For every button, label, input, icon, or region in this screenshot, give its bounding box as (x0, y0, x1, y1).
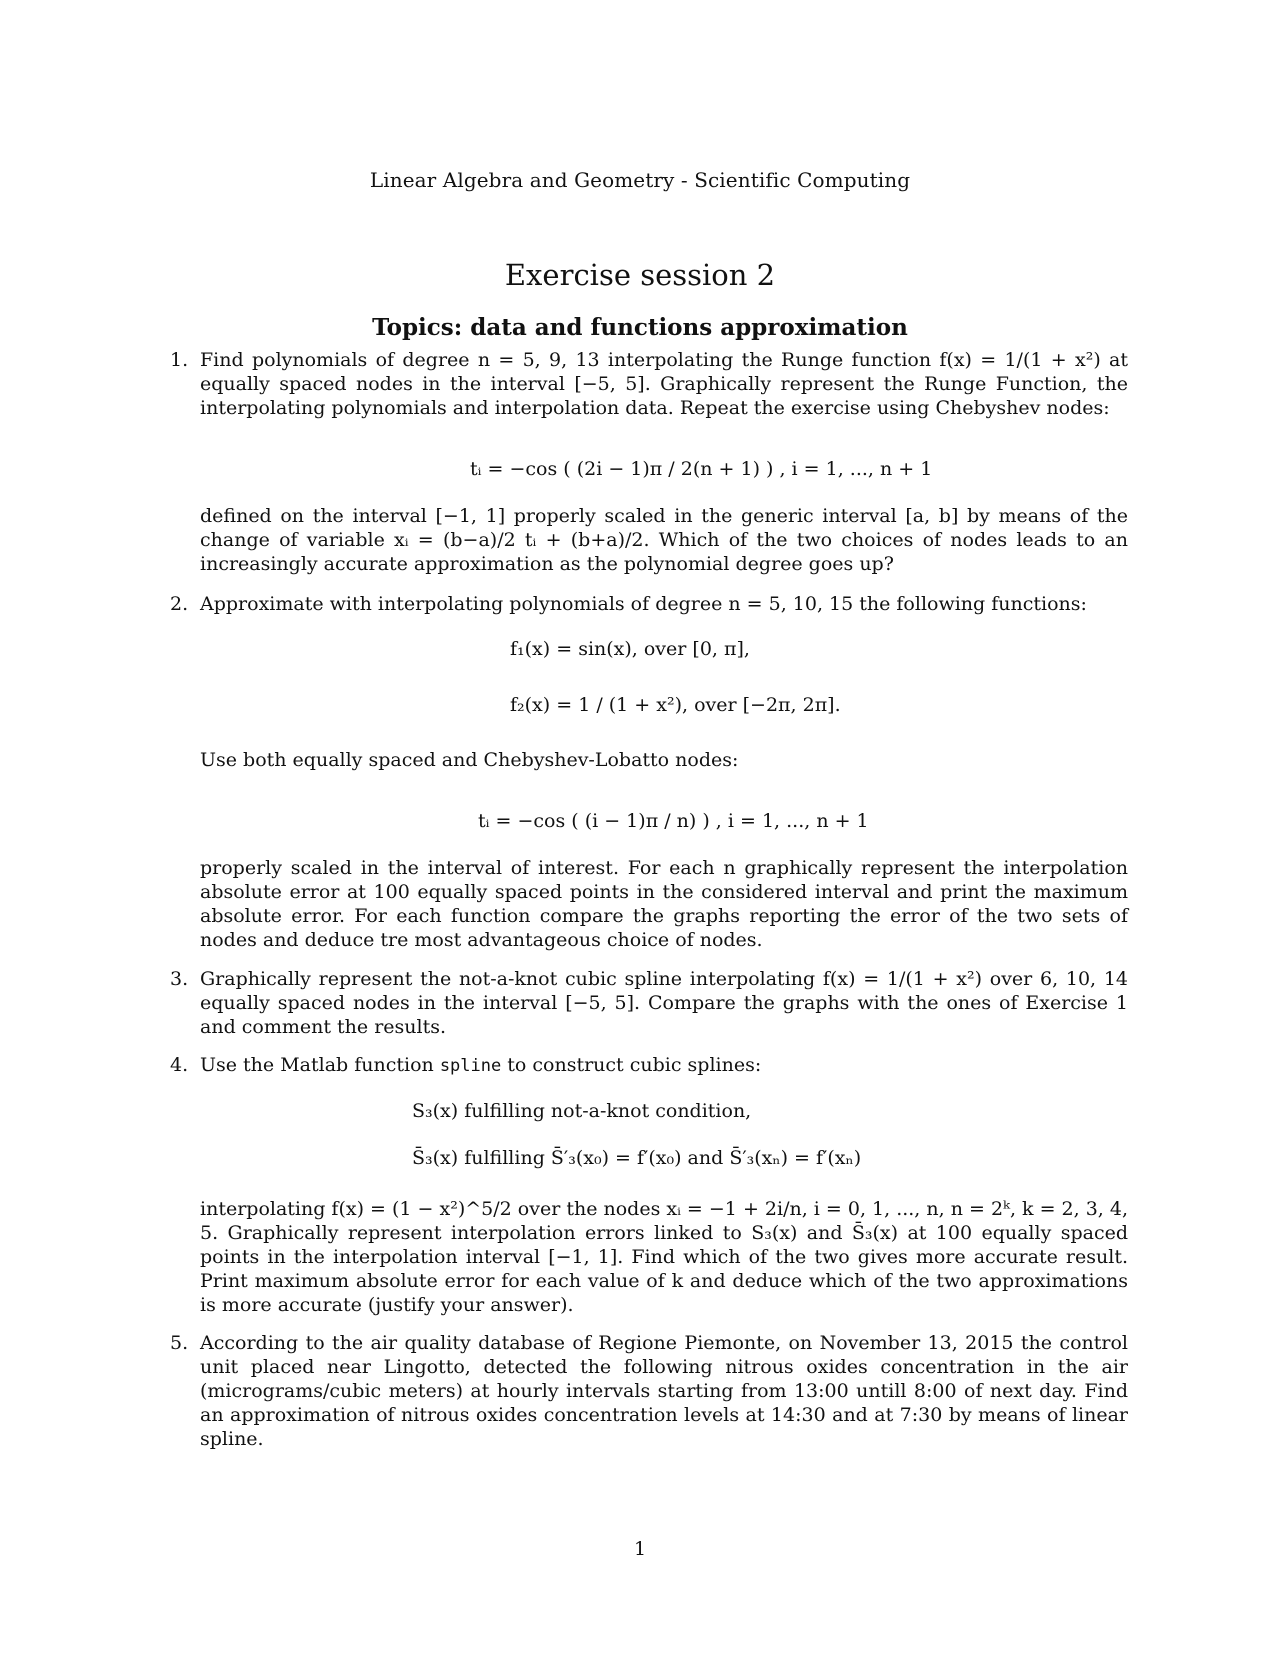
function-f1-equation: f₁(x) = sin(x), over [0, π], (510, 638, 750, 660)
chebyshev-equation: tᵢ = −cos ( (2i − 1)π / 2(n + 1) ) , i = 1, ..., n + 1 (470, 458, 933, 480)
exercise-2-continued (200, 856, 1128, 952)
exercise-number: 2. (170, 593, 189, 615)
exercise-text: to construct cubic splines: (507, 1054, 762, 1076)
function-f2-equation: f₂(x) = 1 / (1 + x²), over [−2π, 2π]. (510, 694, 841, 716)
spline-s3bar-line: S̄₃(x) fulfilling S̄′₃(x₀) = f′(x₀) and S̄′₃(xₙ) = f′(xₙ) (412, 1147, 862, 1169)
exercise-text: properly scaled in the interval of interest. For each n graphically represent the interpolation absolute error at 100 equally spaced points in the considered interval and print the maximum absolute error. For each function compare the graphs reporting the error of the two sets of nodes and deduce tre most advantageous choice of nodes. (200, 857, 1128, 951)
code-spline: spline (439, 1056, 502, 1076)
chebyshev-lobatto-equation: tᵢ = −cos ( (i − 1)π / n) ) , i = 1, ..., n + 1 (478, 810, 869, 832)
exercise-text: Use the Matlab function (200, 1054, 434, 1076)
exercise-text: Approximate with interpolating polynomials of degree n = 5, 10, 15 the following functions: (200, 593, 1087, 615)
exercise-number: 3. (170, 968, 189, 990)
exercise-5 (170, 1331, 1128, 1451)
exercise-text: Find polynomials of degree n = 5, 9, 13 interpolating the Runge function f(x) = 1/(1 + x²) at equally spaced nodes in the interval [−5, 5]. Graphically represent the Runge Function, the interpolating polynomials and interpolation data. Repeat the exercise using Chebyshev nodes: (200, 349, 1128, 419)
exercise-2-nodes-text (200, 748, 1128, 772)
exercise-4 (170, 1053, 1128, 1078)
page-title: Exercise session 2 (504, 258, 776, 292)
running-title: Linear Algebra and Geometry - Scientific Computing (369, 168, 911, 192)
spline-s3-line: S₃(x) fulfilling not-a-knot condition, (412, 1100, 752, 1122)
topics-heading: Topics: data and functions approximation (372, 314, 908, 341)
page-number: 1 (633, 1538, 647, 1560)
exercise-4-continued (200, 1197, 1128, 1317)
exercise-text: According to the air quality database of Regione Piemonte, on November 13, 2015 the control unit placed near Lingotto, detected the following nitrous oxides concentration in the air (micrograms/cubic meters) at hourly intervals starting from 13:00 untill 8:00 of next day. Find an approximation of nitrous oxides concentration levels at 14:30 and at 7:30 by means of linear spline. (200, 1332, 1128, 1450)
exercise-text: interpolating f(x) = (1 − x²)^5/2 over the nodes xᵢ = −1 + 2i/n, i = 0, 1, ..., n, n = 2ᵏ, k = 2, 3, 4, 5. Graphically represent interpolation errors linked to S₃(x) and S̄₃(x) at 100 equally spaced points in the interpolation interval [−1, 1]. Find which of the two gives more accurate result. Print maximum absolute error for each value of k and deduce which of the two approximations is more accurate (justify your answer). (200, 1198, 1129, 1316)
exercise-text: defined on the interval [−1, 1] properly scaled in the generic interval [a, b] by means of the change of variable xᵢ = (b−a)/2 tᵢ + (b+a)/2. Which of the two choices of nodes leads to an increasingly accurate approximation as the polynomial degree goes up? (200, 505, 1128, 575)
exercise-2 (170, 592, 1128, 616)
exercise-1 (170, 348, 1128, 420)
exercise-number: 5. (170, 1332, 189, 1354)
exercise-text: Graphically represent the not-a-knot cubic spline interpolating f(x) = 1/(1 + x²) over 6, 10, 14 equally spaced nodes in the interval [−5, 5]. Compare the graphs with the ones of Exercise 1 and comment the results. (200, 968, 1128, 1038)
exercise-1-continued (200, 504, 1128, 576)
exercise-text: Use both equally spaced and Chebyshev-Lobatto nodes: (200, 749, 739, 771)
exercise-number: 1. (170, 349, 189, 371)
exercise-3 (170, 967, 1128, 1039)
exercise-number: 4. (170, 1054, 189, 1076)
